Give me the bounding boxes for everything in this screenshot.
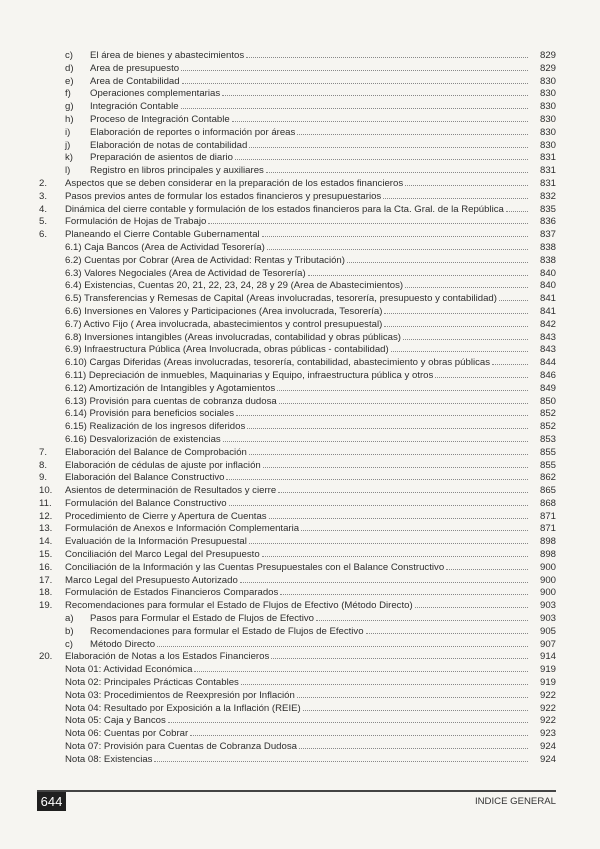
entry-page: 830 xyxy=(539,88,556,100)
entry-page: 914 xyxy=(539,651,556,663)
entry-letter: c) xyxy=(65,50,73,61)
entry-title: 6.16) Desvalorización de existencias xyxy=(65,433,221,445)
entry-number: 11. xyxy=(39,497,52,509)
dot-leader xyxy=(271,658,528,659)
entry-title: Nota 02: Principales Prácticas Contables xyxy=(65,677,239,689)
entry-title: Elaboración de Notas a los Estados Financieros xyxy=(65,651,270,663)
entry-title: Pasos previos antes de formular los estados financieros y presupuestarios xyxy=(65,190,382,202)
entry-title: Marco Legal del Presupuesto Autorizado xyxy=(65,574,238,586)
entry-title: Recomendaciones para formular el Estado de Flujos de Efectivo xyxy=(90,625,364,637)
entry-page: 905 xyxy=(539,625,556,637)
entry-title: Nota 07: Provisión para Cuentas de Cobranza Dudosa xyxy=(65,741,297,753)
dot-leader xyxy=(262,236,528,237)
entry-title: Elaboración del Balance de Comprobación xyxy=(65,446,247,458)
entry-letter: h) xyxy=(65,113,74,125)
entry-title: Pasos para Formular el Estado de Flujos de Efectivo xyxy=(90,613,314,625)
toc-entry xyxy=(0,191,600,204)
toc-entry xyxy=(0,319,600,332)
table-of-contents xyxy=(0,50,600,767)
entry-letter: c) xyxy=(65,638,73,650)
entry-title: Evaluación de la Información Presupuestal xyxy=(65,536,247,548)
entry-page: 922 xyxy=(539,715,556,727)
toc-entry xyxy=(0,306,600,319)
entry-page: 835 xyxy=(539,203,556,215)
entry-letter: e) xyxy=(65,75,74,87)
entry-letter: f) xyxy=(65,88,71,100)
toc-entry xyxy=(0,600,600,613)
entry-title: Asientos de determinación de Resultados y cierre xyxy=(65,485,277,497)
entry-page: 903 xyxy=(539,613,556,625)
entry-number: 4. xyxy=(39,203,48,215)
entry-page: 832 xyxy=(539,190,556,202)
toc-entry xyxy=(0,587,600,600)
dot-leader xyxy=(435,377,528,378)
entry-page: 840 xyxy=(539,267,556,279)
entry-page: 855 xyxy=(539,446,556,458)
toc-entry xyxy=(0,626,600,639)
entry-page: 898 xyxy=(539,536,556,548)
entry-number: 20. xyxy=(39,651,53,663)
dot-leader xyxy=(269,518,528,519)
footer-rule xyxy=(37,790,556,792)
toc-entry xyxy=(0,140,600,153)
toc-entry xyxy=(0,383,600,396)
dot-leader xyxy=(297,134,528,135)
dot-leader xyxy=(181,108,528,109)
toc-entry xyxy=(0,396,600,409)
entry-letter: k) xyxy=(65,152,73,164)
dot-leader xyxy=(280,594,528,595)
entry-title: Elaboración de cédulas de ajuste por inflación xyxy=(65,459,261,471)
dot-leader xyxy=(240,582,528,583)
entry-number: 13. xyxy=(39,523,53,535)
dot-leader xyxy=(208,223,528,224)
entry-title: 6.4) Existencias, Cuentas 20, 21, 22, 23, 24, 28 y 29 (Area de Abastecimientos) xyxy=(65,280,404,292)
dot-leader xyxy=(236,415,528,416)
entry-title: 6.2) Cuentas por Cobrar (Area de Actividad: Rentas y Tributación) xyxy=(65,254,345,266)
entry-title: Método Directo xyxy=(90,638,156,650)
entry-page: 844 xyxy=(539,357,556,369)
entry-page: 846 xyxy=(539,369,556,381)
entry-title: 6.14) Provisión para beneficios sociales xyxy=(65,408,235,420)
dot-leader xyxy=(506,211,528,212)
entry-number: 19. xyxy=(39,600,53,612)
entry-title: Nota 05: Caja y Bancos xyxy=(65,715,166,727)
dot-leader xyxy=(405,185,528,186)
dot-leader xyxy=(492,364,528,365)
entry-title: 6.7) Activo Fijo ( Area involucrada, abastecimientos y control presupuestal) xyxy=(65,318,383,330)
toc-entry xyxy=(0,268,600,281)
toc-entry xyxy=(0,216,600,229)
entry-page: 898 xyxy=(539,549,556,561)
entry-title: 6.9) Infraestructura Pública (Area Involucrada, obras públicas - contabilidad) xyxy=(65,344,389,356)
dot-leader xyxy=(384,313,528,314)
entry-page: 838 xyxy=(539,254,556,266)
entry-title: Preparación de asientos de diario xyxy=(90,152,233,164)
running-head: INDICE GENERAL xyxy=(474,796,556,807)
entry-title: Area de Contabilidad xyxy=(90,75,180,87)
toc-entry xyxy=(0,114,600,127)
dot-leader xyxy=(366,633,528,634)
dot-leader xyxy=(266,172,528,173)
dot-leader xyxy=(249,454,528,455)
entry-title: 6.8) Inversiones intangibles (Areas involucradas, contabilidad y obras públicas) xyxy=(65,331,401,343)
entry-page: 871 xyxy=(539,523,556,535)
entry-title: 6.11) Depreciación de inmuebles, Maquinarias y Equipo, infraestructura pública y otros xyxy=(65,369,434,381)
entry-letter: g) xyxy=(65,101,74,113)
entry-page: 830 xyxy=(539,113,556,125)
entry-page: 900 xyxy=(539,561,556,573)
entry-title: Nota 03: Procedimientos de Reexpresión por Inflación xyxy=(65,689,295,701)
entry-title: Formulación de Anexos e Información Complementaria xyxy=(65,523,300,535)
toc-entry xyxy=(0,523,600,536)
dot-leader xyxy=(181,70,528,71)
entry-number: 12. xyxy=(39,510,53,522)
entry-page: 830 xyxy=(539,126,556,138)
entry-number: 3. xyxy=(39,190,48,202)
entry-page: 907 xyxy=(539,638,556,650)
entry-number: 6. xyxy=(39,229,48,241)
entry-title: 6.10) Cargas Diferidas (Areas involucradas, tesorería, contabilidad, abastecimiento y obras públicas xyxy=(65,357,491,369)
dot-leader xyxy=(157,646,528,647)
dot-leader xyxy=(278,492,528,493)
entry-page: 843 xyxy=(539,331,556,343)
toc-entry xyxy=(0,165,600,178)
entry-number: 8. xyxy=(39,459,48,471)
entry-page: 919 xyxy=(539,664,556,676)
dot-leader xyxy=(154,761,528,762)
page-number: 644 xyxy=(37,792,66,811)
dot-leader xyxy=(316,620,528,621)
entry-title: Recomendaciones para formular el Estado de Flujos de Efectivo (Método Directo) xyxy=(65,600,413,612)
entry-letter: d) xyxy=(65,62,74,74)
toc-entry xyxy=(0,485,600,498)
dot-leader xyxy=(391,351,528,352)
entry-page: 838 xyxy=(539,241,556,253)
entry-title: 6.3) Valores Negociales (Area de Actividad de Tesorería) xyxy=(65,267,306,279)
entry-title: Dinámica del cierre contable y formulación de los estados financieros para la Cta. Gral. de la República xyxy=(65,203,504,215)
entry-page: 924 xyxy=(539,753,556,765)
toc-entry xyxy=(0,408,600,421)
entry-letter: l) xyxy=(65,165,71,177)
entry-title: Elaboración de notas de contabilidad xyxy=(90,139,248,151)
entry-title: 6.13) Provisión para cuentas de cobranza dudosa xyxy=(65,395,277,407)
dot-leader xyxy=(249,543,528,544)
entry-page: 830 xyxy=(539,139,556,151)
dot-leader xyxy=(229,505,528,506)
entry-title: 6.15) Realización de los ingresos diferidos xyxy=(65,421,246,433)
toc-entry xyxy=(0,651,600,664)
entry-page: 840 xyxy=(539,280,556,292)
entry-letter: j) xyxy=(65,139,71,151)
entry-title: Elaboración de reportes o información por áreas xyxy=(90,126,296,138)
entry-page: 922 xyxy=(539,702,556,714)
dot-leader xyxy=(222,95,528,96)
entry-page: 830 xyxy=(539,75,556,87)
entry-title: Formulación del Balance Constructivo xyxy=(65,497,227,509)
dot-leader xyxy=(263,467,528,468)
entry-title: Nota 01: Actividad Económica xyxy=(65,664,193,676)
dot-leader xyxy=(194,671,528,672)
toc-entry xyxy=(0,204,600,217)
toc-entry xyxy=(0,715,600,728)
entry-title: Planeando el Cierre Contable Gubernamental xyxy=(65,229,260,241)
entry-page: 841 xyxy=(539,305,556,317)
toc-entry xyxy=(0,127,600,140)
entry-number: 16. xyxy=(39,561,53,573)
toc-entry xyxy=(0,472,600,485)
toc-entry xyxy=(0,741,600,754)
entry-page: 831 xyxy=(539,165,556,177)
toc-entry xyxy=(0,575,600,588)
toc-entry xyxy=(0,255,600,268)
dot-leader xyxy=(182,83,528,84)
entry-title: 6.6) Inversiones en Valores y Participaciones (Area involucrada, Tesorería) xyxy=(65,305,383,317)
entry-number: 10. xyxy=(39,485,53,497)
entry-number: 14. xyxy=(39,536,53,548)
entry-page: 841 xyxy=(539,293,556,305)
entry-letter: a) xyxy=(65,613,74,625)
toc-entry xyxy=(0,88,600,101)
entry-page: 831 xyxy=(539,177,556,189)
entry-page: 868 xyxy=(539,497,556,509)
entry-number: 2. xyxy=(39,177,48,189)
toc-entry xyxy=(0,754,600,767)
toc-entry xyxy=(0,664,600,677)
dot-leader xyxy=(303,710,528,711)
toc-entry xyxy=(0,50,600,63)
entry-title: Area de presupuesto xyxy=(90,62,180,74)
entry-title: 6.1) Caja Bancos (Area de Actividad Tesorería) xyxy=(65,241,265,253)
dot-leader xyxy=(383,198,528,199)
entry-title: Conciliación de la Información y las Cuentas Presupuestales con el Balance Constructivo xyxy=(65,561,445,573)
toc-entry xyxy=(0,229,600,242)
toc-entry xyxy=(0,728,600,741)
entry-page: 852 xyxy=(539,421,556,433)
entry-page: 843 xyxy=(539,344,556,356)
toc-entry xyxy=(0,447,600,460)
entry-title: Formulación de Hojas de Trabajo xyxy=(65,216,207,228)
entry-number: 5. xyxy=(39,216,48,228)
toc-entry xyxy=(0,613,600,626)
entry-letter: i) xyxy=(65,126,71,138)
dot-leader xyxy=(405,287,528,288)
toc-entry xyxy=(0,280,600,293)
dot-leader xyxy=(301,530,528,531)
entry-number: 7. xyxy=(39,446,48,458)
entry-page: 850 xyxy=(539,395,556,407)
entry-title: Nota 08: Existencias xyxy=(65,753,153,765)
entry-title: Operaciones complementarias xyxy=(90,88,221,100)
entry-page: 924 xyxy=(539,741,556,753)
entry-page: 922 xyxy=(539,689,556,701)
entry-page: 871 xyxy=(539,510,556,522)
entry-title: El área de bienes y abastecimientos xyxy=(90,50,245,61)
dot-leader xyxy=(232,121,528,122)
entry-title: Procedimiento de Cierre y Apertura de Cuentas xyxy=(65,510,267,522)
dot-leader xyxy=(262,556,528,557)
entry-title: Registro en libros principales y auxiliares xyxy=(90,165,264,177)
toc-entry xyxy=(0,76,600,89)
toc-entry xyxy=(0,101,600,114)
entry-title: Nota 04: Resultado por Exposición a la Inflación (REIE) xyxy=(65,702,301,714)
dot-leader xyxy=(403,339,528,340)
entry-page: 831 xyxy=(539,152,556,164)
entry-title: Formulación de Estados Financieros Comparados xyxy=(65,587,279,599)
toc-entry xyxy=(0,332,600,345)
entry-title: Elaboración del Balance Constructivo xyxy=(65,472,225,484)
toc-entry xyxy=(0,434,600,447)
dot-leader xyxy=(279,403,528,404)
dot-leader xyxy=(499,300,528,301)
dot-leader xyxy=(297,697,528,698)
entry-letter: b) xyxy=(65,625,74,637)
toc-entry xyxy=(0,178,600,191)
entry-page: 900 xyxy=(539,587,556,599)
dot-leader xyxy=(446,569,528,570)
dot-leader xyxy=(267,249,528,250)
entry-page: 842 xyxy=(539,318,556,330)
dot-leader xyxy=(415,607,528,608)
entry-title: Integración Contable xyxy=(90,101,179,113)
dot-leader xyxy=(241,684,528,685)
toc-entry xyxy=(0,293,600,306)
entry-page: 903 xyxy=(539,600,556,612)
entry-page: 829 xyxy=(539,50,556,61)
entry-title: Nota 06: Cuentas por Cobrar xyxy=(65,728,189,740)
dot-leader xyxy=(277,390,528,391)
dot-leader xyxy=(384,326,528,327)
entry-page: 855 xyxy=(539,459,556,471)
toc-entry xyxy=(0,677,600,690)
entry-page: 919 xyxy=(539,677,556,689)
dot-leader xyxy=(249,147,528,148)
entry-number: 15. xyxy=(39,549,53,561)
toc-entry xyxy=(0,690,600,703)
toc-entry xyxy=(0,357,600,370)
toc-entry xyxy=(0,344,600,357)
entry-page: 852 xyxy=(539,408,556,420)
dot-leader xyxy=(168,722,528,723)
dot-leader xyxy=(299,748,528,749)
dot-leader xyxy=(226,479,528,480)
toc-entry xyxy=(0,460,600,473)
entry-page: 836 xyxy=(539,216,556,228)
toc-entry xyxy=(0,370,600,383)
entry-number: 18. xyxy=(39,587,53,599)
entry-number: 9. xyxy=(39,472,48,484)
toc-entry xyxy=(0,63,600,76)
dot-leader xyxy=(223,441,528,442)
entry-page: 900 xyxy=(539,574,556,586)
toc-entry xyxy=(0,498,600,511)
entry-title: Conciliación del Marco Legal del Presupuesto xyxy=(65,549,260,561)
entry-page: 923 xyxy=(539,728,556,740)
entry-page: 830 xyxy=(539,101,556,113)
entry-title: Aspectos que se deben considerar en la preparación de los estados financieros xyxy=(65,177,404,189)
toc-entry xyxy=(0,549,600,562)
entry-page: 853 xyxy=(539,433,556,445)
dot-leader xyxy=(235,159,528,160)
toc-entry xyxy=(0,421,600,434)
entry-number: 17. xyxy=(39,574,53,586)
entry-page: 865 xyxy=(539,485,556,497)
toc-entry xyxy=(0,639,600,652)
entry-page: 837 xyxy=(539,229,556,241)
dot-leader xyxy=(190,735,528,736)
entry-page: 829 xyxy=(539,62,556,74)
dot-leader xyxy=(347,262,528,263)
dot-leader xyxy=(246,57,528,58)
toc-entry xyxy=(0,511,600,524)
entry-title: 6.5) Transferencias y Remesas de Capital (Areas involucradas, tesorería, presupuesto y contabilidad) xyxy=(65,293,497,305)
entry-title: 6.12) Amortización de Intangibles y Agotamientos xyxy=(65,382,276,394)
toc-entry xyxy=(0,152,600,165)
toc-entry xyxy=(0,242,600,255)
toc-entry xyxy=(0,562,600,575)
entry-title: Proceso de Integración Contable xyxy=(90,113,230,125)
dot-leader xyxy=(308,275,528,276)
entry-page: 862 xyxy=(539,472,556,484)
dot-leader xyxy=(247,428,528,429)
toc-entry xyxy=(0,536,600,549)
entry-page: 849 xyxy=(539,382,556,394)
toc-entry xyxy=(0,703,600,716)
